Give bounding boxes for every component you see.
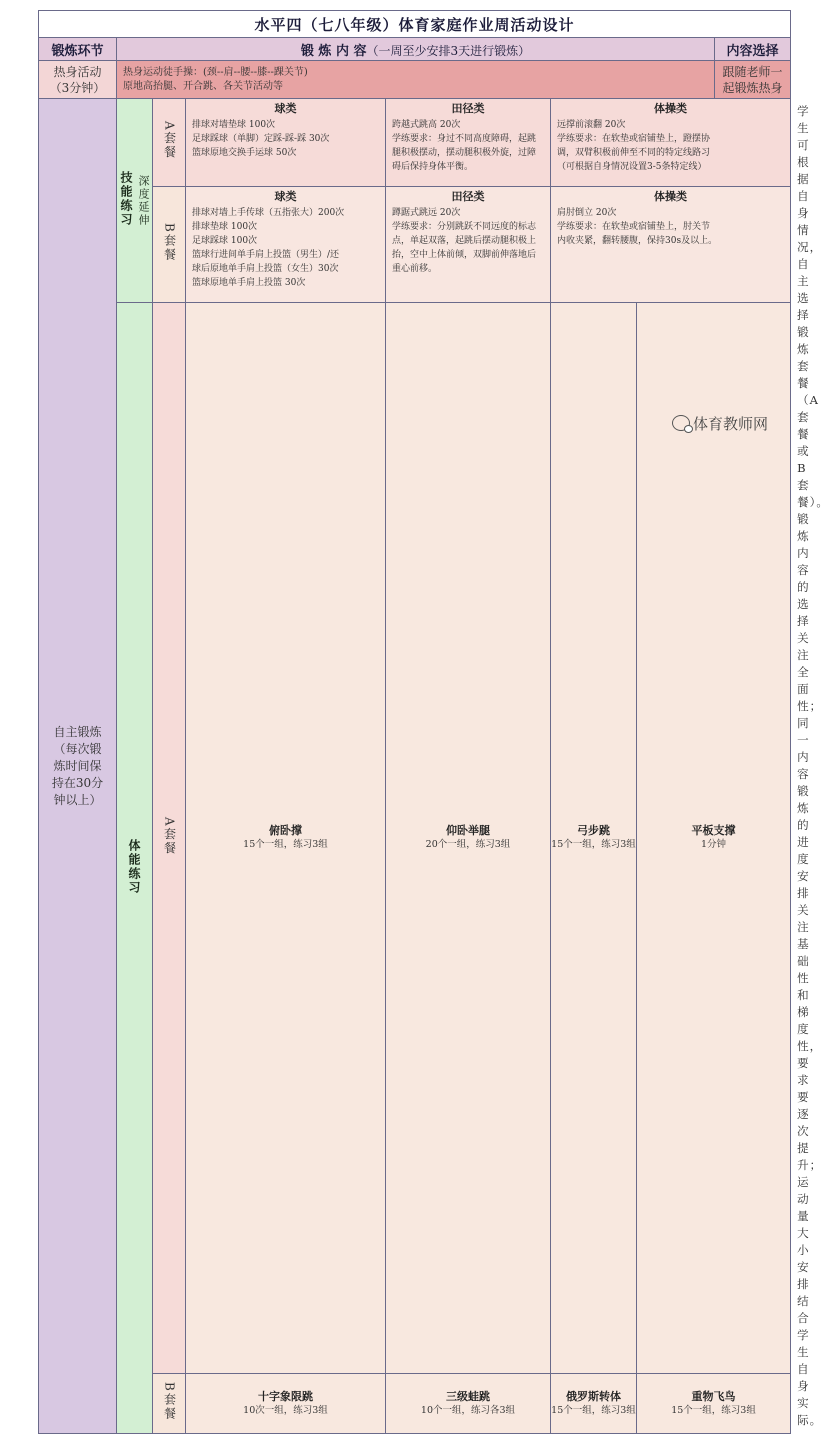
fitness-item-desc: 20个一组，练习3组 [425,839,511,850]
skill-b-gym-line: 肩肘倒立 20次 [557,208,617,218]
warmup-selection-line1: 跟随老师一 [722,64,783,79]
warmup-selection [715,61,791,99]
fitness-b-item-4 [637,1374,791,1434]
skill-b-track-title: 田径类 [451,190,485,203]
skill-b-ball-line: 排球垫球 100次 [192,222,258,232]
warmup-label [39,61,117,99]
skill-b-track [386,187,551,303]
skill-a-ball-line: 篮球原地交换手运球 50次 [192,148,297,158]
skill-sublabel-text: 深度延伸 [137,175,150,227]
skill-b-gym [551,187,791,303]
skill-b-ball-line: 篮球原地单手肩上投篮 30次 [192,278,306,288]
skill-a-track-line: 腿积极摆动，摆动腿积极外旋，过障 [392,148,537,158]
fitness-package-a-text: A套餐 [162,816,177,856]
skill-b-gym-title: 体操类 [654,190,688,203]
table-title: 水平四（七八年级）体育家庭作业周活动设计 [39,11,791,38]
header-content-title: 锻 炼 内 容 [300,43,367,59]
skill-a-gym-title: 体操类 [654,102,688,115]
fitness-item-desc: 15个一组，练习3组 [551,1404,636,1416]
skill-b-track-line: 抬，空中上体前倾，双脚前伸落地后 [392,250,537,260]
skill-b-ball-line: 篮球行进间单手肩上投篮（男生）/还 [192,250,340,260]
self-line: 炼时间保 [53,758,102,773]
skill-label-text: 技能练习 [119,171,133,227]
fitness-a-item-2 [386,303,551,1374]
activity-table: 水平四（七八年级）体育家庭作业周活动设计 锻炼环节 锻 炼 内 容（一周至少安排3天进行锻炼） 内容选择 热身活动 （3分钟） 热身运动徒手操：(颈--肩--腰--膝--踝关节) 原地高抬腿、开合跳、各关节活动等 跟随老师一 起锻炼热身 自主锻炼 （每次锻 炼时间保 持在30分 钟以上） 技能练习 深度延伸 A套餐 球类 排球对墙垫球 100次 足球踩球（单脚）定踩-踩-踩 30次 篮球原地交换手运球 50次 田径类 跨越式跳高 20次 学练要求：身过不同高度障碍，起跳 腿积极摆动，摆动腿积极外旋，过障 碍后保持身体平衡。 体操类 远撑前滚翻 20次 学练要求：在软垫或宿铺垫上，蹬摆协 调，双臂积极前伸至不同的特定线路习 （可根据自身情况设置3-5条特定线） 学生可根据自身情况，自主选择锻炼套餐（A套餐或B套餐）。锻炼内容的选择关注全面性；同一内容锻炼的进度安排关注基础性和梯度性，要求要逐次提升；运动量大小安排结合学生自身实际。 B套餐 球类 排球对墙上手传球（五指张大）200次 排球垫球 100次 足球踩球 100次 篮球行进间单手肩上投篮（男生）/还 球后原地单手肩上投篮（女生）30次 篮球原地单手肩上投篮 30次 田径类 蹲踞式跳远 20次 学练要求：分别跳跃不同远度的标志 点，单起双落，起跳后摆动腿积极上 抬，空中上体前倾，双脚前伸落地后 重心前移。 体操类 肩肘倒立 20次 学练要求：在软垫或宿铺垫上，肘关节 内收夹紧，翻转腰腹，保持30s及以上。 体能练习 A套餐 俯卧撑 15个一组，练习3组 仰卧举腿 20个一组，练习3组 弓步跳 15个一组，练习3组 平板支撑 1分钟 B套餐 十字象限跳 10次一组，练习3组 三级蛙跳 10个一组，练习各3组 俄罗斯转体 15个一组，练习3组 重物飞鸟 15个一组，练习3组 [38,10,791,1434]
skill-a-ball-title: 球类 [274,102,297,115]
header-section: 锻炼环节 [39,38,117,61]
skill-b-ball-line: 排球对墙上手传球（五指张大）200次 [192,208,345,218]
skill-a-ball [186,99,386,187]
fitness-item-desc: 10次一组，练习3组 [243,1404,328,1416]
fitness-item-title: 三级蛙跳 [446,1389,490,1403]
skill-b-track-line: 重心前移。 [392,264,438,274]
fitness-a-item-1 [186,303,386,1374]
fitness-item-desc: 10个一组，练习各3组 [420,1404,516,1416]
warmup-label-line2: （3分钟） [49,80,106,95]
skill-package-a-text: A套餐 [162,121,177,160]
skill-a-gym-line: 调，双臂积极前伸至不同的特定线路习 [557,148,711,158]
fitness-package-b-label [153,1374,186,1434]
skill-b-track-line: 学练要求：分别跳跃不同远度的标志 [392,222,537,232]
self-line: 持在30分 [51,775,104,790]
skill-a-track [386,99,551,187]
fitness-package-b-text: B套餐 [162,1382,177,1421]
header-content-note: （一周至少安排3天进行锻炼） [366,43,531,58]
skill-a-gym-line: （可根据自身情况设置3-5条特定线） [557,162,707,172]
fitness-item-title: 重物飞鸟 [691,1389,736,1403]
skill-package-a-label [153,99,186,187]
skill-a-gym-line: 远撑前滚翻 20次 [557,120,626,130]
skill-label [117,99,153,303]
skill-a-track-line: 碍后保持身体平衡。 [392,162,474,172]
skill-package-b-label [153,187,186,303]
skill-b-track-line: 蹲踞式跳远 20次 [392,208,461,218]
fitness-item-desc: 15个一组，练习3组 [671,1404,756,1416]
skill-a-ball-line: 排球对墙垫球 100次 [192,120,276,130]
skill-b-ball-title: 球类 [274,190,297,203]
skill-b-gym-line: 学练要求：在软垫或宿铺垫上，肘关节 [557,222,711,232]
skill-b-ball [186,187,386,303]
warmup-selection-line2: 起锻炼热身 [722,80,783,95]
warmup-content-line1: 热身运动徒手操：(颈--肩--腰--膝--踝关节) [123,66,308,78]
header-selection: 内容选择 [715,38,791,61]
skill-package-b-text: B套餐 [162,223,177,262]
skill-b-ball-line: 球后原地单手肩上投篮（女生）30次 [192,264,339,274]
self-line: （每次锻 [53,741,102,756]
fitness-item-desc: 15个一组，练习3组 [243,839,328,850]
warmup-content [117,61,715,99]
fitness-item-desc: 1分钟 [701,839,727,850]
fitness-item-title: 十字象限跳 [258,1389,313,1403]
fitness-a-item-4 [637,303,791,1374]
fitness-item-title: 平板支撑 [691,824,736,837]
skill-a-gym [551,99,791,187]
skill-a-gym-line: 学练要求：在软垫或宿铺垫上，蹬摆协 [557,134,711,144]
self-line: 钟以上） [53,792,102,807]
fitness-item-desc: 15个一组，练习3组 [551,839,636,850]
fitness-a-item-3 [551,303,637,1374]
fitness-item-title: 仰卧举腿 [446,824,490,837]
fitness-b-item-2 [386,1374,551,1434]
skill-a-track-line: 学练要求：身过不同高度障碍，起跳 [392,134,537,144]
fitness-b-item-1 [186,1374,386,1434]
skill-b-track-line: 点，单起双落，起跳后摆动腿积极上 [392,236,537,246]
fitness-package-a-label [153,303,186,1374]
fitness-label [117,303,153,1434]
fitness-item-title: 俄罗斯转体 [566,1389,621,1403]
warmup-label-line1: 热身活动 [53,64,102,79]
fitness-item-title: 俯卧撑 [269,824,302,837]
warmup-content-line2: 原地高抬腿、开合跳、各关节活动等 [123,80,283,92]
header-content [117,38,715,61]
skill-b-ball-line: 足球踩球 100次 [192,236,258,246]
watermark-text: 体育教师网 [693,415,769,433]
wechat-icon [672,415,690,431]
fitness-label-text: 体能练习 [127,838,141,895]
fitness-b-item-3 [551,1374,637,1434]
watermark [672,413,768,434]
self-line: 自主锻炼 [53,724,102,739]
fitness-item-title: 弓步跳 [577,824,610,837]
skill-a-track-line: 跨越式跳高 20次 [392,120,461,130]
skill-a-track-title: 田径类 [451,102,485,115]
skill-a-ball-line: 足球踩球（单脚）定踩-踩-踩 30次 [192,134,330,144]
self-exercise-label [39,99,117,1434]
skill-b-gym-line: 内收夹紧，翻转腰腹，保持30s及以上。 [557,236,718,246]
